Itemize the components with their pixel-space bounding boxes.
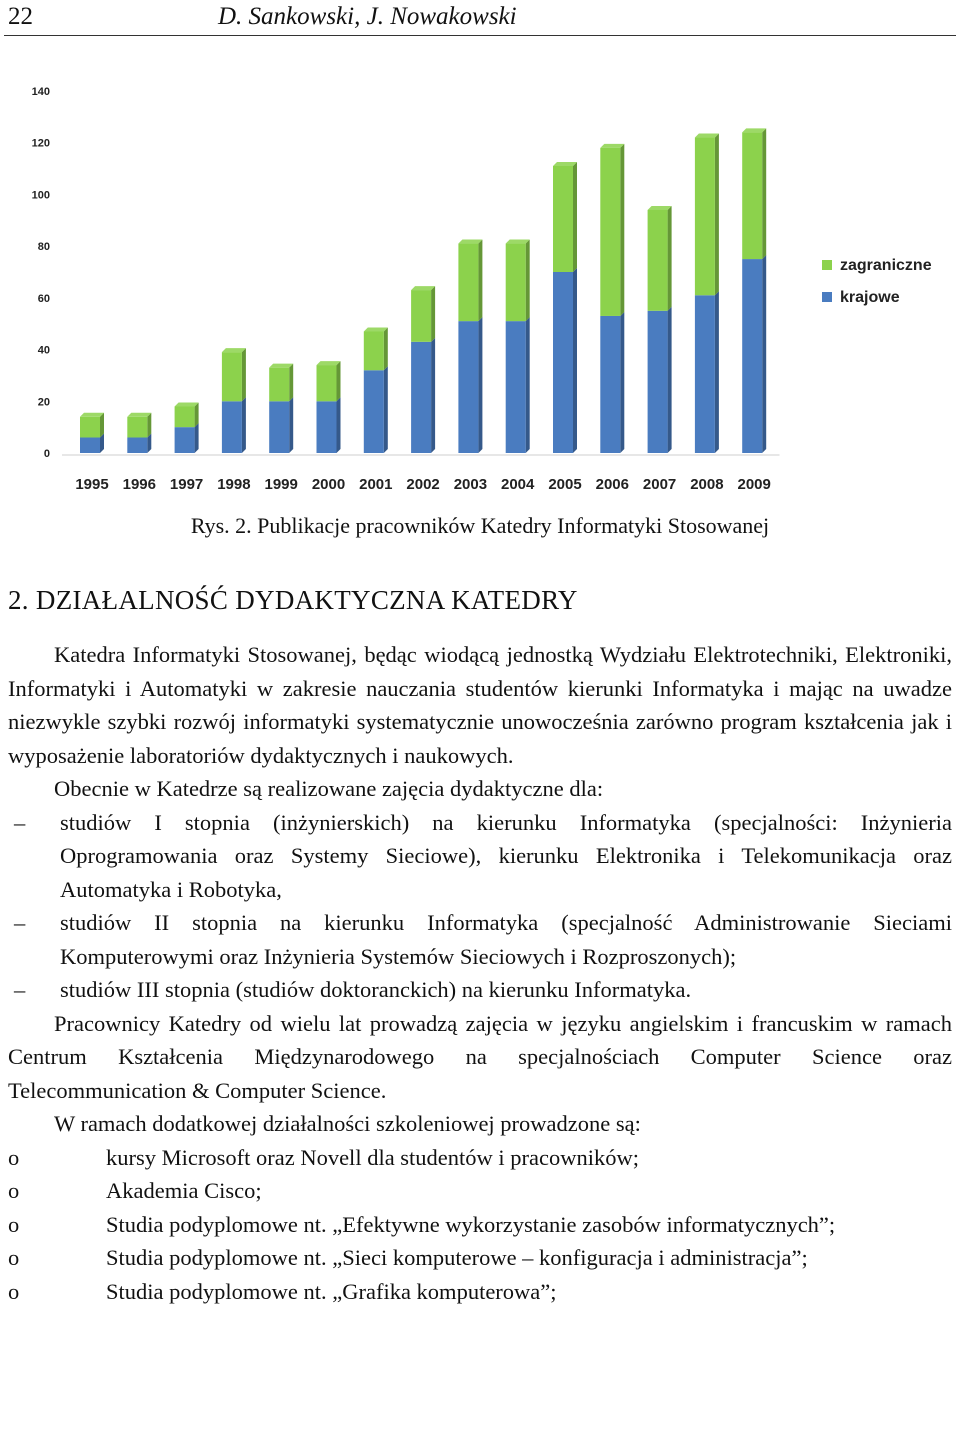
bar-zagraniczne-1995: [80, 417, 100, 438]
legend-swatch-krajowe: [822, 292, 832, 302]
x-tick-label: 2009: [737, 476, 771, 493]
bar-zagraniczne-2009: [742, 132, 762, 259]
legend-swatch-zagraniczne: [822, 260, 832, 270]
x-tick-label: 1996: [122, 476, 156, 493]
circle-marker: o: [8, 1211, 20, 1237]
bar-krajowe-2000: [317, 401, 337, 453]
circle-marker: o: [8, 1245, 20, 1270]
y-tick-label: 120: [31, 137, 50, 150]
bar-zagraniczne-2005: [553, 166, 573, 272]
x-tick-label: 1997: [169, 476, 204, 493]
list-item: – studiów III stopnia (studiów doktoranckich) na kierunku Informatyka.: [8, 973, 952, 1007]
bar-zagraniczne-2001: [364, 331, 384, 370]
body-text: [8, 638, 952, 1308]
bar-top: [364, 327, 388, 331]
x-tick-label: 2001: [359, 476, 393, 493]
y-tick-label: 140: [31, 86, 50, 98]
publications-bar-chart: [0, 60, 960, 500]
list-item: o Studia podyplomowe nt. „Sieci komputerowe – konfiguracja i administracja”;: [8, 1241, 952, 1275]
bar-top: [506, 240, 530, 244]
legend-label-krajowe: krajowe: [840, 289, 900, 306]
figure-caption: Rys. 2. Publikacje pracowników Katedry Informatyki Stosowanej: [190, 513, 770, 538]
bar-krajowe-1999: [269, 401, 289, 453]
header-rule: [4, 35, 956, 36]
bar-side: [147, 413, 151, 438]
y-tick-label: 20: [37, 396, 50, 409]
bar-side: [289, 364, 293, 402]
x-tick-label: 2004: [501, 476, 535, 493]
bar-side: [762, 255, 766, 453]
dash-marker: –: [14, 809, 26, 835]
y-tick-label: 40: [37, 344, 50, 357]
bar-top: [458, 240, 482, 244]
list-item: – studiów I stopnia (inżynierskich) na kierunku Informatyka (specjalności: Inżynieria Oprogramowania oraz Systemy Sieciowe), kierunku Elektronika i Telekomunikacja oraz Automatyka i Robotyka,: [8, 806, 952, 907]
bar-top: [127, 413, 151, 417]
bar-krajowe-2007: [648, 311, 668, 453]
page-header: [0, 0, 960, 36]
bar-krajowe-2003: [458, 321, 478, 453]
paragraph-international: Pracownicy Katedry od wielu lat prowadzą zajęcia w języku angielskim i francuskim w ramach Centrum Kształcenia Międzynarodowego na specjalnościach Computer Science oraz Telecommunication & Computer Science.: [8, 1010, 952, 1103]
bar-krajowe-1998: [222, 401, 242, 453]
x-tick-label: 2003: [453, 476, 488, 493]
bar-zagraniczne-2003: [458, 244, 478, 322]
bar-zagraniczne-2006: [600, 148, 620, 316]
x-tick-label: 2002: [406, 476, 440, 493]
page-number: 22: [8, 3, 33, 30]
bar-krajowe-1997: [175, 427, 195, 453]
x-tick-label: 2008: [690, 476, 724, 493]
bar-side: [715, 134, 719, 296]
y-tick-label: 0: [43, 448, 50, 460]
bar-krajowe-2004: [506, 321, 526, 453]
bar-side: [478, 240, 482, 322]
y-tick-label: 60: [37, 292, 50, 305]
bar-krajowe-2002: [411, 342, 431, 453]
bar-zagraniczne-2000: [317, 365, 337, 401]
section-title: 2. DZIAŁALNOŚĆ DYDAKTYCZNA KATEDRY: [8, 585, 578, 615]
bar-side: [100, 413, 104, 438]
bar-top: [742, 128, 766, 132]
bar-side: [668, 307, 672, 453]
bar-side: [384, 327, 388, 370]
x-tick-label: 2005: [548, 476, 582, 493]
bar-top: [600, 144, 624, 148]
list-item: o Studia podyplomowe nt. „Efektywne wykorzystanie zasobów informatycznych”;: [8, 1208, 952, 1242]
x-tick-label: 1995: [75, 476, 109, 493]
bar-top: [269, 364, 293, 368]
bar-krajowe-1995: [80, 437, 100, 453]
bar-zagraniczne-1996: [127, 417, 147, 438]
legend-label-zagraniczne: zagraniczne: [840, 257, 932, 274]
dash-marker: –: [14, 910, 26, 935]
bar-krajowe-2008: [695, 295, 715, 453]
bar-side: [289, 397, 293, 453]
bar-top: [411, 286, 435, 290]
list-item: o Akademia Cisco;: [8, 1174, 952, 1208]
bar-top: [175, 402, 199, 406]
bar-zagraniczne-2002: [411, 290, 431, 342]
dash-marker: –: [14, 977, 26, 1002]
x-tick-label: 1999: [264, 476, 298, 493]
bar-top: [648, 206, 672, 210]
bar-krajowe-2001: [364, 370, 384, 453]
paragraph-training-intro: W ramach dodatkowej działalności szkoleniowej prowadzone są:: [54, 1111, 641, 1136]
bar-side: [242, 348, 246, 401]
bar-side: [573, 162, 577, 272]
bar-top: [80, 413, 104, 417]
bar-side: [195, 423, 199, 453]
x-tick-label: 2007: [642, 476, 677, 493]
training-list: [8, 1141, 952, 1309]
bar-side: [526, 240, 530, 322]
bar-side: [668, 206, 672, 311]
circle-marker: o: [8, 1278, 20, 1304]
bar-krajowe-2009: [742, 259, 762, 453]
y-tick-label: 80: [37, 241, 50, 254]
study-levels-list: [8, 806, 952, 1007]
bar-side: [526, 317, 530, 453]
x-tick-label: 2000: [311, 476, 346, 493]
bar-top: [553, 162, 577, 166]
bar-top: [317, 361, 341, 365]
bar-side: [715, 291, 719, 453]
bar-side: [242, 397, 246, 453]
y-tick-label: 100: [31, 189, 50, 202]
bar-side: [384, 366, 388, 453]
bar-top: [222, 348, 246, 352]
bar-krajowe-2006: [600, 316, 620, 453]
bar-zagraniczne-1999: [269, 368, 289, 402]
circle-marker: o: [8, 1178, 20, 1203]
bar-side: [337, 397, 341, 453]
bar-zagraniczne-1997: [175, 406, 195, 427]
bar-side: [431, 286, 435, 342]
bar-top: [695, 134, 719, 138]
bar-side: [195, 402, 199, 427]
paragraph-intro: Katedra Informatyki Stosowanej, będąc wiodącą jednostką Wydziału Elektrotechniki, Elektroniki, Informatyki i Automatyki w zakresie nauczania studentów kierunki Informatyka i mając na uwadze niezwykle szybki rozwój informatyki systematycznie unowocześnia zarówno program kształcenia jak i wyposażenie laboratoriów dydaktycznych i naukowych.: [8, 642, 952, 768]
bar-zagraniczne-2004: [506, 244, 526, 322]
circle-marker: o: [8, 1144, 20, 1170]
x-tick-label: 2006: [595, 476, 629, 493]
bar-side: [431, 338, 435, 453]
bar-side: [573, 268, 577, 453]
bar-krajowe-2005: [553, 272, 573, 453]
list-item: – studiów II stopnia na kierunku Informatyka (specjalność Administrowanie Sieciami Komputerowymi oraz Inżynieria Systemów Sieciowych i Rozproszonych);: [8, 906, 952, 973]
bar-krajowe-1996: [127, 437, 147, 453]
bar-zagraniczne-2007: [648, 210, 668, 311]
bar-side: [762, 128, 766, 259]
x-tick-label: 1998: [217, 476, 251, 493]
running-title: D. Sankowski, J. Nowakowski: [218, 3, 517, 30]
bar-side: [337, 361, 341, 401]
list-item: o Studia podyplomowe nt. „Grafika komputerowa”;: [8, 1275, 952, 1309]
paragraph-courses-intro: Obecnie w Katedrze są realizowane zajęcia dydaktyczne dla:: [54, 776, 604, 801]
list-item: o kursy Microsoft oraz Novell dla studentów i pracowników;: [8, 1141, 952, 1175]
bar-side: [478, 317, 482, 453]
bar-side: [620, 144, 624, 316]
bar-side: [620, 312, 624, 453]
bar-zagraniczne-1998: [222, 352, 242, 401]
bar-zagraniczne-2008: [695, 138, 715, 296]
